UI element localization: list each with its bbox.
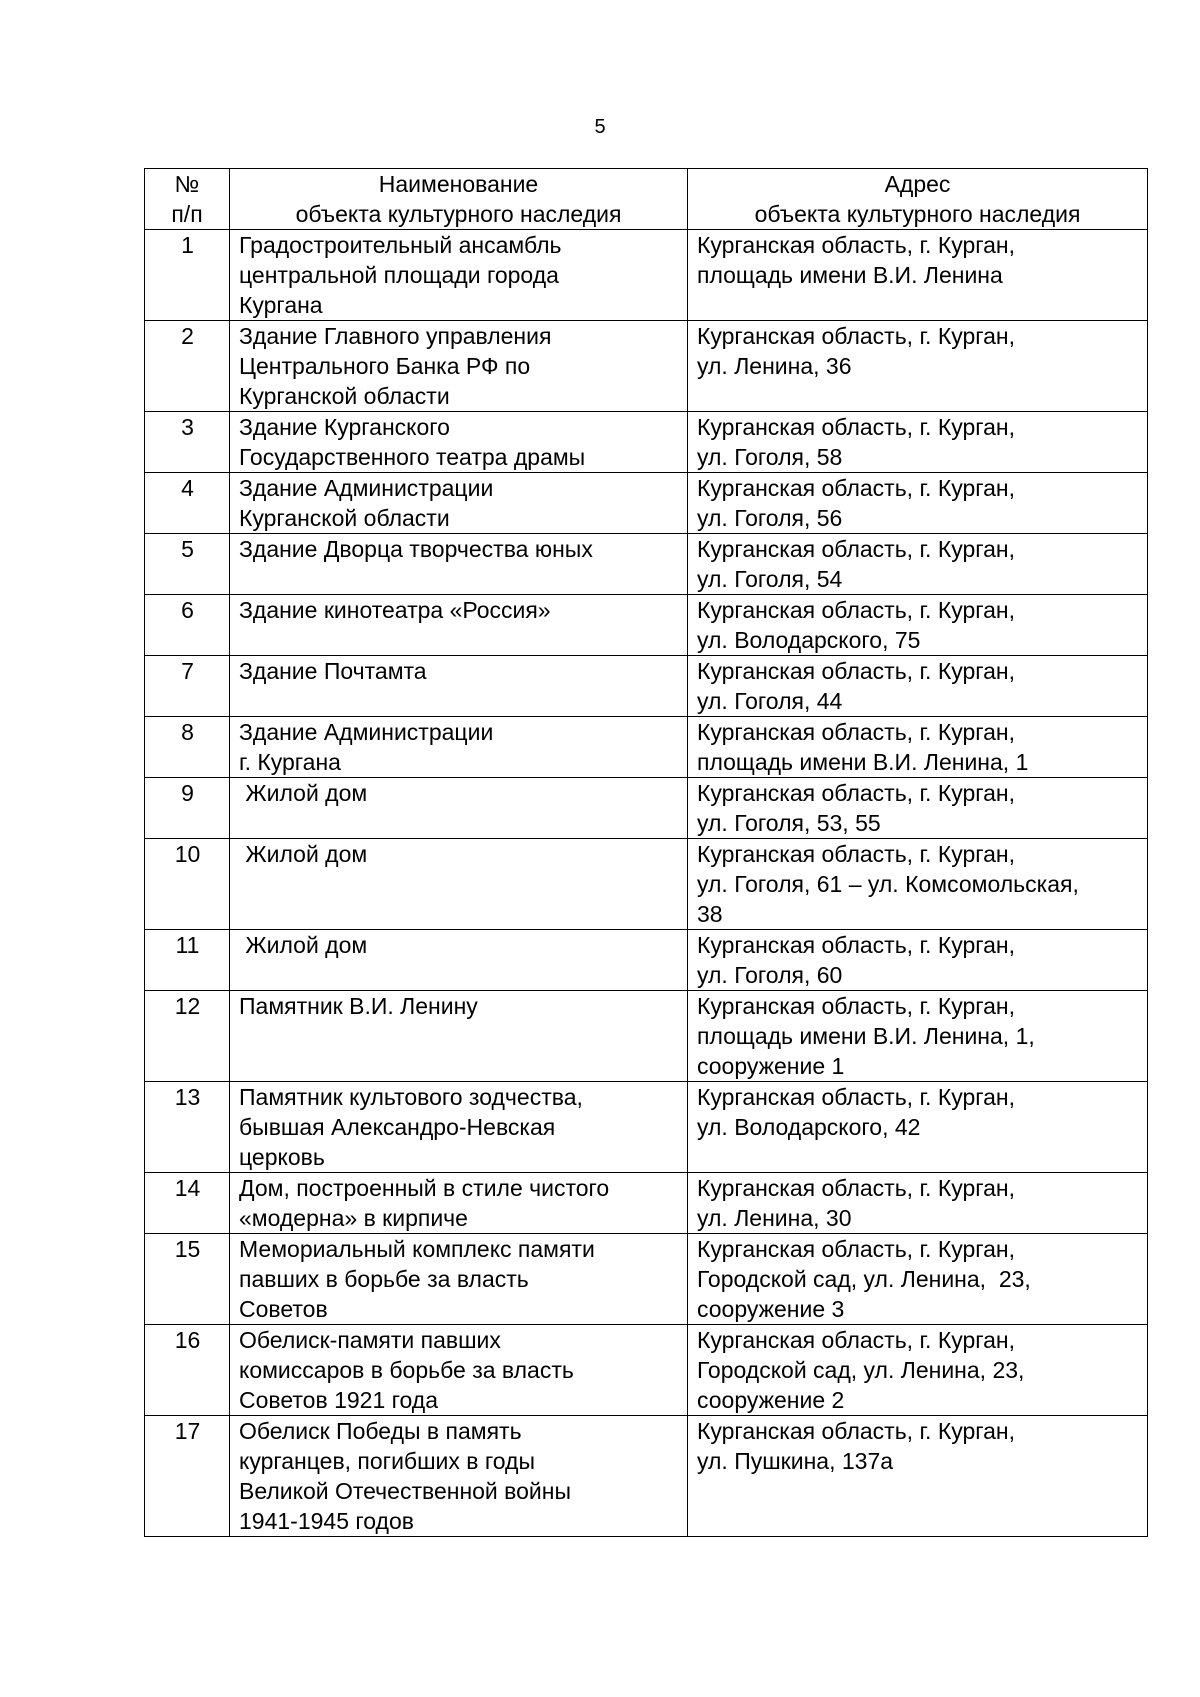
object-address-cell (688, 412, 1148, 473)
object-address-line: Курганская область, г. Курган, (697, 932, 1016, 958)
table-row (145, 595, 1148, 656)
object-address-line: сооружение 1 (697, 1053, 845, 1079)
object-address-line: Курганская область, г. Курган, (697, 232, 1016, 258)
row-number: 12 (145, 991, 230, 1082)
object-address-line: ул. Ленина, 30 (697, 1205, 852, 1231)
object-address-cell (688, 1173, 1148, 1234)
object-name-line: Памятник В.И. Ленину (239, 993, 478, 1019)
object-address-cell (688, 839, 1148, 930)
object-address-line: ул. Гоголя, 44 (697, 688, 843, 714)
table-row (145, 991, 1148, 1082)
object-name-line: Мемориальный комплекс памяти (239, 1236, 595, 1262)
row-number: 17 (145, 1416, 230, 1537)
object-address-line: ул. Володарского, 75 (697, 627, 921, 653)
table-row (145, 717, 1148, 778)
object-address-line: Курганская область, г. Курган, (697, 658, 1016, 684)
table-row (145, 1082, 1148, 1173)
row-number: 6 (145, 595, 230, 656)
object-name-line: Жилой дом (239, 780, 368, 806)
object-address-line: площадь имени В.И. Ленина, 1, (697, 1023, 1035, 1049)
object-name-line: Государственного театра драмы (239, 444, 586, 470)
object-name-line: Великой Отечественной войны (239, 1478, 572, 1504)
row-number: 1 (145, 230, 230, 321)
object-address-line: Городской сад, ул. Ленина, 23, (697, 1266, 1031, 1292)
table-row (145, 321, 1148, 412)
table-row (145, 778, 1148, 839)
object-name-line: Жилой дом (239, 932, 368, 958)
object-address-line: Курганская область, г. Курган, (697, 1418, 1016, 1444)
row-number: 8 (145, 717, 230, 778)
header-name-line: Наименование (378, 171, 539, 197)
object-address-cell (688, 1416, 1148, 1537)
object-address-line: ул. Гоголя, 58 (697, 444, 843, 470)
row-number: 16 (145, 1325, 230, 1416)
object-address-line: сооружение 3 (697, 1296, 845, 1322)
object-address-line: Курганская область, г. Курган, (697, 414, 1016, 440)
object-address-line: сооружение 2 (697, 1387, 845, 1413)
object-name-cell (230, 321, 688, 412)
object-address-line: Курганская область, г. Курган, (697, 993, 1016, 1019)
object-address-cell (688, 534, 1148, 595)
object-name-cell (230, 778, 688, 839)
object-address-line: Курганская область, г. Курган, (697, 719, 1016, 745)
header-address-line: объекта культурного наследия (754, 201, 1081, 227)
object-address-line: площадь имени В.И. Ленина (697, 262, 1003, 288)
object-address-line: ул. Гоголя, 54 (697, 566, 843, 592)
header-number (145, 169, 230, 230)
row-number: 13 (145, 1082, 230, 1173)
row-number: 7 (145, 656, 230, 717)
row-number: 15 (145, 1234, 230, 1325)
table-row (145, 473, 1148, 534)
header-address (688, 169, 1148, 230)
object-name-line: Здание Администрации (239, 475, 494, 501)
object-name-line: павших в борьбе за власть (239, 1266, 529, 1292)
object-address-line: ул. Пушкина, 137а (697, 1448, 894, 1474)
object-address-line: Курганская область, г. Курган, (697, 475, 1016, 501)
object-name-cell (230, 991, 688, 1082)
row-number: 14 (145, 1173, 230, 1234)
object-address-line: ул. Гоголя, 61 – ул. Комсомольская, (697, 871, 1079, 897)
object-name-line: Здание кинотеатра «Россия» (239, 597, 551, 623)
row-number: 3 (145, 412, 230, 473)
object-address-line: ул. Володарского, 42 (697, 1114, 921, 1140)
object-address-line: Курганская область, г. Курган, (697, 597, 1016, 623)
object-address-line: Курганская область, г. Курган, (697, 1175, 1016, 1201)
object-name-line: Градостроительный ансамбль (239, 232, 562, 258)
object-address-cell (688, 717, 1148, 778)
object-name-line: Здание Администрации (239, 719, 494, 745)
object-address-cell (688, 656, 1148, 717)
object-name-line: Дом, построенный в стиле чистого (239, 1175, 610, 1201)
object-name-line: центральной площади города (239, 262, 559, 288)
object-name-line: Здание Курганского (239, 414, 450, 440)
header-number-line: п/п (171, 201, 203, 227)
object-name-line: Советов (239, 1296, 328, 1322)
object-address-line: Курганская область, г. Курган, (697, 1327, 1016, 1353)
object-name-cell (230, 1416, 688, 1537)
object-address-line: Курганская область, г. Курган, (697, 323, 1016, 349)
object-address-cell (688, 778, 1148, 839)
object-name-line: Памятник культового зодчества, (239, 1084, 583, 1110)
object-name-line: Курганской области (239, 383, 450, 409)
object-address-line: ул. Ленина, 36 (697, 353, 852, 379)
object-name-line: комиссаров в борьбе за власть (239, 1357, 574, 1383)
object-address-cell (688, 473, 1148, 534)
row-number: 9 (145, 778, 230, 839)
object-name-cell (230, 717, 688, 778)
page-number: 5 (594, 116, 606, 138)
row-number: 11 (145, 930, 230, 991)
object-name-cell (230, 656, 688, 717)
object-name-line: «модерна» в кирпиче (239, 1205, 468, 1231)
object-name-line: бывшая Александро-Невская (239, 1114, 556, 1140)
object-name-cell (230, 1325, 688, 1416)
object-address-cell (688, 991, 1148, 1082)
header-name (230, 169, 688, 230)
object-address-line: ул. Гоголя, 56 (697, 505, 843, 531)
object-address-line: Курганская область, г. Курган, (697, 536, 1016, 562)
object-name-cell (230, 1234, 688, 1325)
object-address-line: ул. Гоголя, 60 (697, 962, 843, 988)
object-name-line: курганцев, погибших в годы (239, 1448, 536, 1474)
object-name-line: 1941-1945 годов (239, 1508, 414, 1534)
object-name-line: Советов 1921 года (239, 1387, 439, 1413)
table-header-row (145, 169, 1148, 230)
row-number: 4 (145, 473, 230, 534)
object-name-line: Здание Дворца творчества юных (239, 536, 593, 562)
object-address-cell (688, 1082, 1148, 1173)
header-number-line: № (174, 171, 200, 197)
table-row (145, 1234, 1148, 1325)
object-name-line: Курганской области (239, 505, 450, 531)
object-address-cell (688, 1234, 1148, 1325)
object-name-line: Жилой дом (239, 841, 368, 867)
object-name-cell (230, 595, 688, 656)
table-row (145, 1173, 1148, 1234)
table-row (145, 839, 1148, 930)
table-row (145, 1325, 1148, 1416)
object-address-cell (688, 930, 1148, 991)
object-name-line: Обелиск Победы в память (239, 1418, 522, 1444)
object-address-line: 38 (697, 901, 723, 927)
row-number: 10 (145, 839, 230, 930)
object-name-line: Центрального Банка РФ по (239, 353, 531, 379)
object-name-line: Кургана (239, 292, 323, 318)
object-name-line: Здание Главного управления (239, 323, 552, 349)
row-number: 2 (145, 321, 230, 412)
object-address-line: ул. Гоголя, 53, 55 (697, 810, 881, 836)
object-name-line: Обелиск-памяти павших (239, 1327, 501, 1353)
object-name-cell (230, 412, 688, 473)
object-name-cell (230, 839, 688, 930)
object-address-cell (688, 321, 1148, 412)
object-name-cell (230, 1082, 688, 1173)
table-row (145, 1416, 1148, 1537)
object-address-cell (688, 595, 1148, 656)
table-row (145, 930, 1148, 991)
table-row (145, 534, 1148, 595)
object-name-cell (230, 230, 688, 321)
row-number: 5 (145, 534, 230, 595)
object-name-cell (230, 534, 688, 595)
object-address-cell (688, 230, 1148, 321)
object-name-cell (230, 473, 688, 534)
object-address-cell (688, 1325, 1148, 1416)
table-row (145, 230, 1148, 321)
object-address-line: Курганская область, г. Курган, (697, 841, 1016, 867)
object-name-cell (230, 930, 688, 991)
object-name-line: церковь (239, 1144, 325, 1170)
table-row (145, 656, 1148, 717)
object-name-line: Здание Почтамта (239, 658, 427, 684)
header-address-line: Адрес (884, 171, 951, 197)
object-name-line: г. Кургана (239, 749, 341, 775)
object-address-line: Курганская область, г. Курган, (697, 1084, 1016, 1110)
object-address-line: Городской сад, ул. Ленина, 23, (697, 1357, 1025, 1383)
header-name-line: объекта культурного наследия (295, 201, 622, 227)
table-row (145, 412, 1148, 473)
object-address-line: Курганская область, г. Курган, (697, 1236, 1016, 1262)
object-name-cell (230, 1173, 688, 1234)
object-address-line: Курганская область, г. Курган, (697, 780, 1016, 806)
object-address-line: площадь имени В.И. Ленина, 1 (697, 749, 1029, 775)
heritage-objects-table (144, 168, 1148, 1537)
